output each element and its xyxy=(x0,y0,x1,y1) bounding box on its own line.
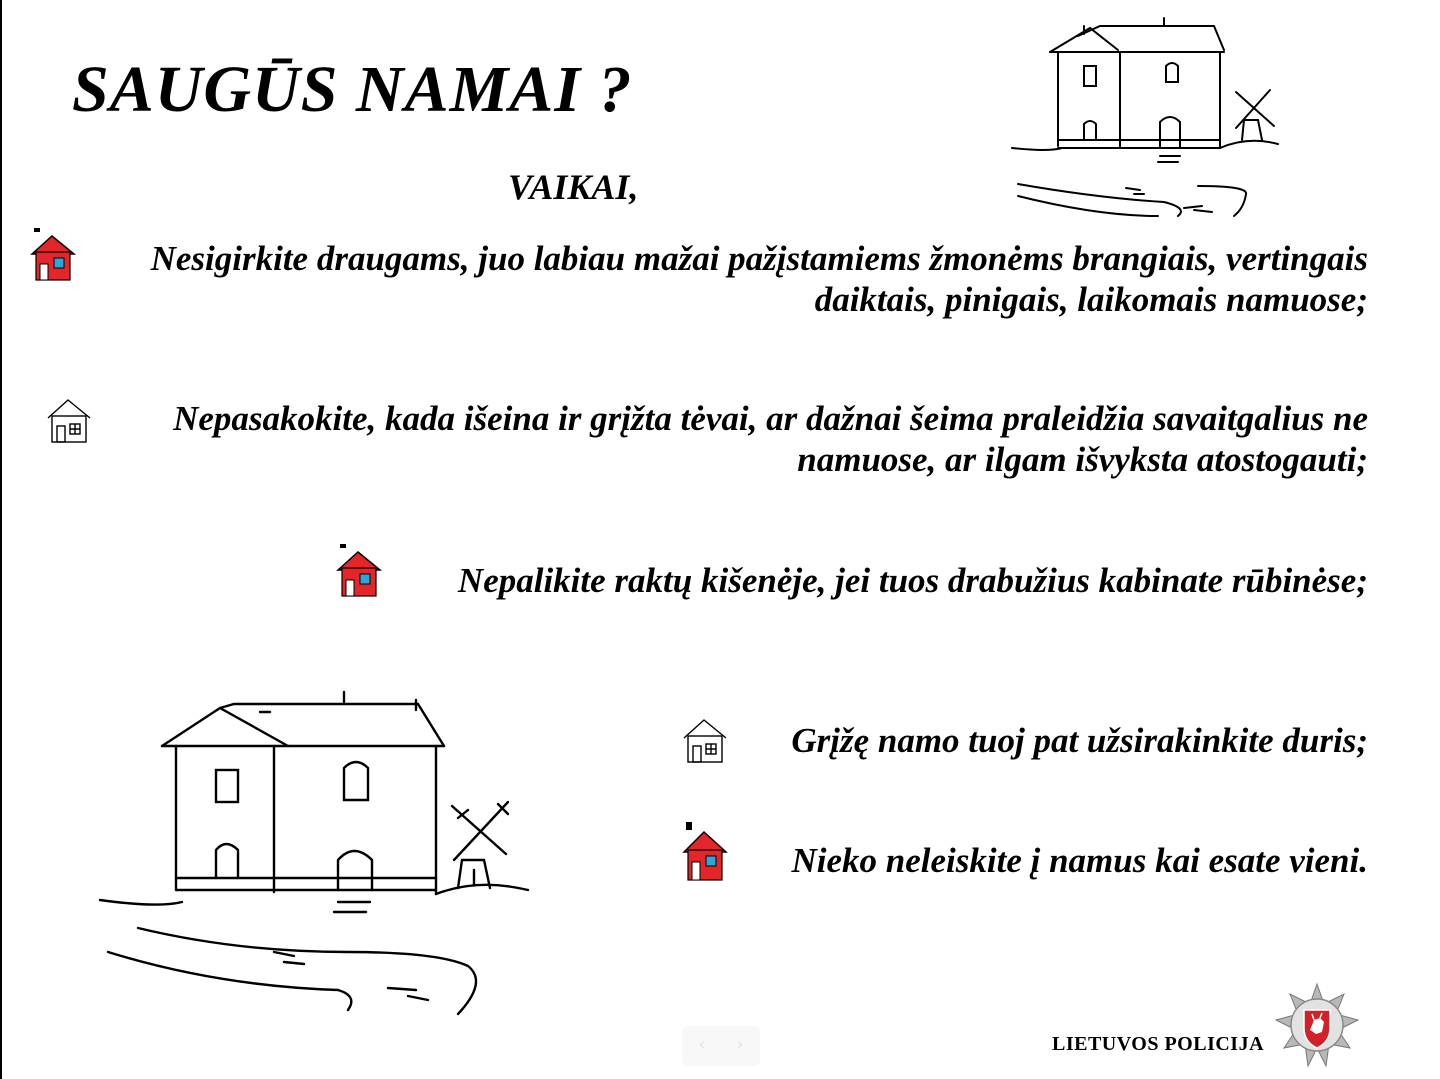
red-house-icon xyxy=(680,822,730,884)
page-subtitle: VAIKAI, xyxy=(508,167,639,207)
outline-house-icon xyxy=(680,716,730,766)
previous-slide-button[interactable]: ‹ xyxy=(698,1034,706,1055)
advice-item-1: Nesigirkite draugams, juo labiau mažai pažįstamiems žmonėms brangiais, vertingais daiktais, pinigais, laikomais namuose; xyxy=(150,239,1368,319)
advice-item-3: Nepalikite raktų kišenėje, jei tuos drabužius kabinate rūbinėse; xyxy=(457,561,1368,600)
next-slide-button[interactable]: › xyxy=(736,1034,744,1055)
house-sketch-large xyxy=(98,690,538,1022)
advice-item-2: Nepasakokite, kada išeina ir grįžta tėvai, ar dažnai šeima praleidžia savaitgalius ne namuose, ar ilgam išvyksta atostogauti; xyxy=(173,399,1368,479)
advice-item-5: Nieko neleiskite į namus kai esate vieni. xyxy=(791,841,1368,880)
police-badge-logo xyxy=(1274,982,1360,1068)
page-border xyxy=(0,0,2,1079)
footer-organization: LIETUVOS POLICIJA xyxy=(1052,1033,1265,1055)
advice-item-4: Grįžę namo tuoj pat užsirakinkite duris; xyxy=(791,721,1368,760)
page-title: SAUGŪS NAMAI ? xyxy=(72,53,633,126)
red-house-icon xyxy=(334,544,384,600)
outline-house-icon xyxy=(44,396,94,446)
slide-navigation[interactable] xyxy=(682,1026,760,1066)
red-house-icon xyxy=(28,228,78,284)
house-sketch-small xyxy=(1008,16,1288,226)
